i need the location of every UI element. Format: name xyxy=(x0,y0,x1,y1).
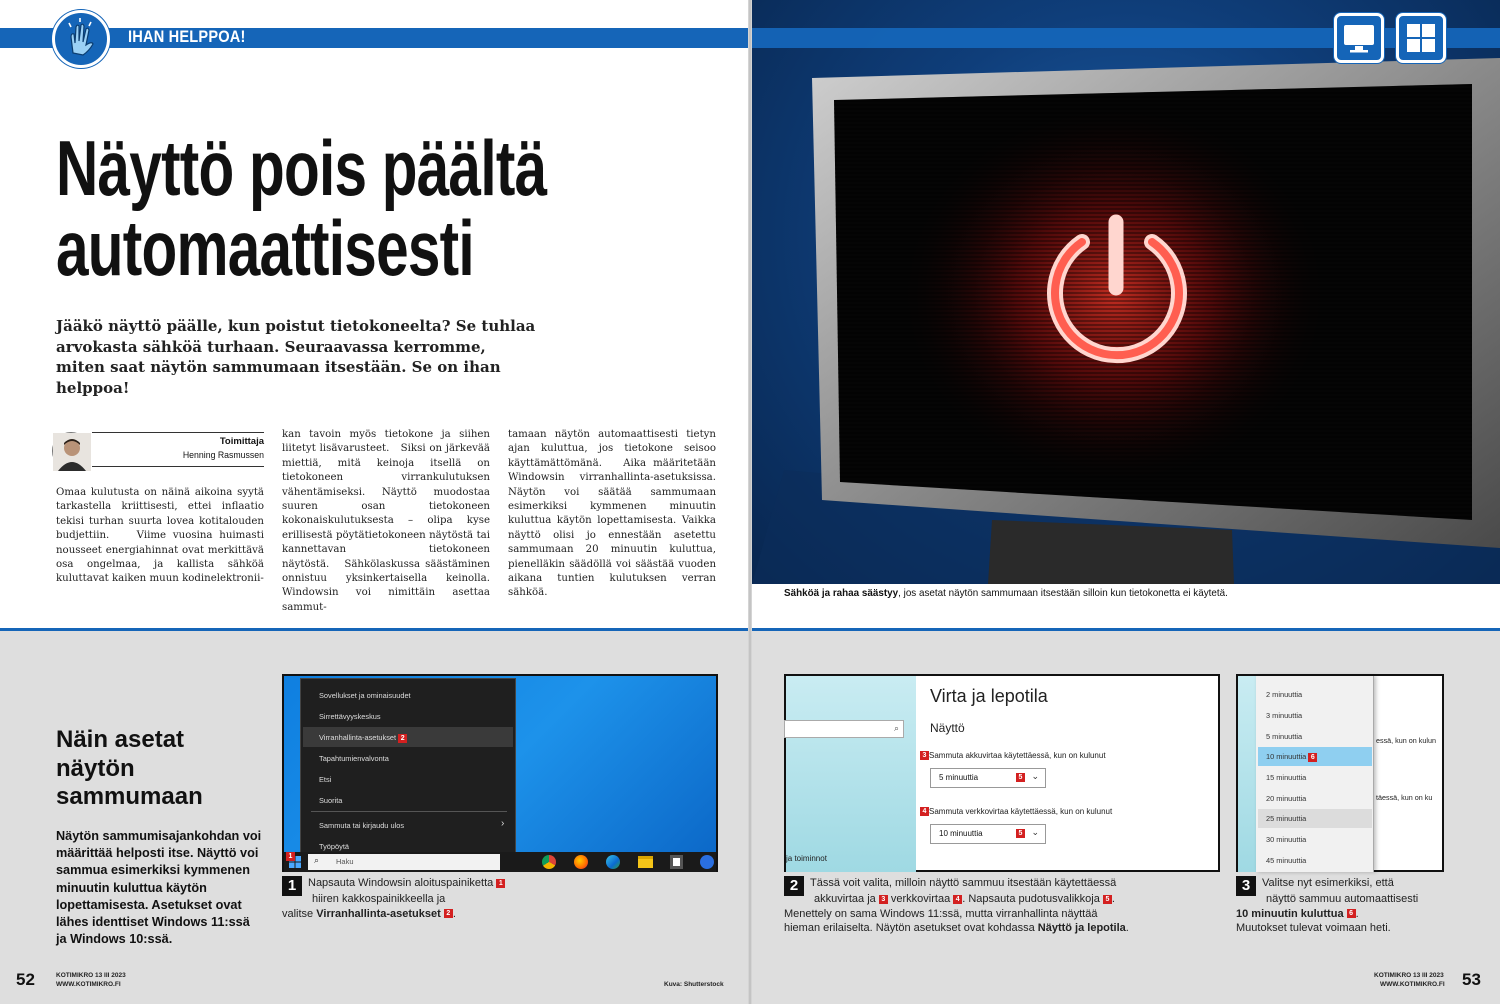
chevron-right-icon: › xyxy=(501,818,505,829)
menu-item-search[interactable]: Etsi xyxy=(319,775,332,784)
battery-dropdown[interactable]: 5 minuuttia 5 ⌄ xyxy=(930,768,1046,788)
settings-search-box[interactable] xyxy=(784,720,904,738)
badge-2: 2 xyxy=(398,734,407,743)
byline-name: Henning Rasmussen xyxy=(182,450,264,461)
plugged-dropdown[interactable]: 10 minuuttia 5 ⌄ xyxy=(930,824,1046,844)
taskbar-search[interactable] xyxy=(308,854,500,870)
menu-item-desktop[interactable]: Työpöytä xyxy=(319,842,349,851)
step2-screenshot xyxy=(784,674,1220,872)
step3-caption: 3 Valitse nyt esimerkiksi, että näyttö sammuu automaattisesti 10 minuutin kuluttua 6 . Muutokset tulevat voimaan heti. xyxy=(1236,877,1419,934)
option-20-min[interactable]: 20 minuuttia xyxy=(1266,794,1307,803)
hand-logo-icon xyxy=(52,10,110,68)
byline-rule-bottom xyxy=(92,466,264,467)
chrome-icon[interactable] xyxy=(542,855,556,869)
left-header-bar xyxy=(0,28,748,48)
search-icon: ⌕ xyxy=(893,723,899,733)
article-title-line1: Näyttö pois päältä xyxy=(56,124,547,212)
context-menu xyxy=(300,678,516,854)
option-3-min[interactable]: 3 minuuttia xyxy=(1266,711,1303,720)
step1-screenshot xyxy=(282,674,718,872)
chevron-down-icon: ⌄ xyxy=(1031,827,1039,837)
media-icon[interactable] xyxy=(700,855,714,869)
plugged-label: 4 Sammuta verkkovirtaa käytettäessä, kun on kulunut xyxy=(920,807,1112,816)
search-placeholder: Haku xyxy=(336,857,354,866)
behind-text-b: täessä, kun on ku xyxy=(1376,793,1433,802)
option-10-min[interactable]: 10 minuuttia 6 xyxy=(1266,752,1317,762)
chevron-down-icon: ⌄ xyxy=(1031,771,1039,781)
header-rubric: IHAN HELPPOA! xyxy=(128,27,246,46)
step2-caption: 2 Tässä voit valita, milloin näyttö sammuu itsestään käytettäessä akkuvirtaa ja 3 verkkovirtaa 4 . Napsauta pudotusvalikkoja 5 . Menettely on sama Windows 11:ssä, mutta virranhallinta näyttää hieman erilaiselta. Näytön asetukset ovat kohdassa Näyttö ja lepotila. xyxy=(784,877,1129,934)
taskbar xyxy=(284,852,716,872)
settings-sidebar xyxy=(786,676,916,872)
author-avatar xyxy=(52,432,90,470)
explorer-icon[interactable] xyxy=(638,856,653,868)
battery-label: 3 Sammuta akkuvirtaa käytettäessä, kun on kulunut xyxy=(920,751,1106,760)
step1-caption: 1 Napsauta Windowsin aloituspainiketta 1 hiiren kakkospainikkeella ja valitse Virranhallinta-asetukset 2 . xyxy=(282,876,522,921)
settings-section: Näyttö xyxy=(930,721,965,735)
windows-logo-icon xyxy=(1396,13,1446,63)
menu-item-power-options[interactable]: Virranhallinta-asetukset 2 xyxy=(319,733,407,743)
store-icon[interactable] xyxy=(670,855,683,869)
byline-rule-top xyxy=(92,432,264,433)
menu-item-shutdown[interactable]: Sammuta tai kirjaudu ulos xyxy=(319,821,405,830)
edge-icon[interactable] xyxy=(606,855,620,869)
menu-item-run[interactable]: Suorita xyxy=(319,796,343,805)
step3-screenshot xyxy=(1236,674,1444,872)
howto-intro: Näytön sammumisajankohdan voi määrittää helposti itse. Näyttö voi sammua esimerkiksi kymmenen minuutin kuluttua käytön lopettamisesta. Asetukset ovat lähes identtiset Windows 11:ssä ja Windows 10:ssä. xyxy=(56,829,262,947)
option-15-min[interactable]: 15 minuuttia xyxy=(1266,773,1307,782)
menu-item-apps[interactable]: Sovellukset ja ominaisuudet xyxy=(319,691,411,700)
body-column-3: tamaan näytön automaattisesti tietyn ajan kuluttua, jos tietokone seisoo käyttämättömänä. Aika määritetään Windowsin virranhallinta-asetuksissa. Näytön voi säätää sammumaan esimerkiksi kymmenen minuutin kuluttua käytön lopettamisesta. Vaikka näyttö olisi jo ennestään asetettu sammumaan 20 minuutin kuluttua, pienelläkin säädöllä voi säästää vuoden aikana tuntien kulutuksen verran sähköä. xyxy=(508,429,716,599)
sidebar-text: ja toiminnot xyxy=(786,854,827,863)
badge-1: 1 xyxy=(286,852,295,861)
step3-number: 3 xyxy=(1236,876,1256,896)
search-icon: ⌕ xyxy=(314,855,320,865)
footer-mag-left: KOTIMIKRO 13 III 2023 xyxy=(56,972,126,979)
article-lead: Jääkö näyttö päälle, kun poistut tietokoneelta? Se tuhlaa arvokasta sähköä turhaan. Seuraavassa kerromme, miten saat näytön sammumaan itsestään. Se on ihan helppoa! xyxy=(56,317,536,397)
option-45-min[interactable]: 45 minuuttia xyxy=(1266,856,1307,865)
settings-title: Virta ja lepotila xyxy=(930,686,1048,706)
option-5-min[interactable]: 5 minuuttia xyxy=(1266,732,1303,741)
footer-url-left: WWW.KOTIMIKRO.FI xyxy=(56,981,121,988)
photo-credit: Kuva: Shutterstock xyxy=(664,981,724,988)
page-number-right: 53 xyxy=(1462,970,1481,989)
right-header-bar xyxy=(752,28,1500,48)
step1-number: 1 xyxy=(282,876,302,896)
option-25-min[interactable]: 25 minuuttia xyxy=(1266,814,1307,823)
step3-left-strip xyxy=(1238,676,1256,872)
byline-role: Toimittaja xyxy=(219,436,264,447)
step2-number: 2 xyxy=(784,876,804,896)
option-2-min[interactable]: 2 minuuttia xyxy=(1266,690,1303,699)
menu-divider xyxy=(311,811,507,812)
footer-mag-right: KOTIMIKRO 13 III 2023 xyxy=(1374,972,1444,979)
firefox-icon[interactable] xyxy=(574,855,588,869)
body-column-2: kan tavoin myös tietokone ja siihen liitetyt lisävarusteet. Siksi on järkevää miettiä, mitä keinoja itsellä on tietokoneen virrankulutuksen vähentämiseksi. Näyttö muodostaa suuren osan tietokoneen kokonaiskulutuksesta – olipa kyse erillisestä pöytätietokoneen näytöstä tai kannettavan tietokoneen näytöstä. Sähkölaskussa säästäminen onnistuu yksinkertaisella keinolla. Windowsin voi nimittäin asettaa sammut- xyxy=(282,429,490,613)
photo-caption: Sähköä ja rahaa säästyy, jos asetat näytön sammumaan itsestään silloin kun tietokonetta ei käytetä. xyxy=(784,587,1228,599)
option-30-min[interactable]: 30 minuuttia xyxy=(1266,835,1307,844)
page-number-left: 52 xyxy=(16,970,35,989)
menu-item-event-viewer[interactable]: Tapahtumienvalvonta xyxy=(319,754,389,763)
howto-heading: Näin asetat näytön sammumaan xyxy=(56,726,203,810)
body-column-1: Omaa kulutusta on näinä aikoina syytä tarkastella kriittisesti, ettei inflaatio tekisi turhan suurta lovea kotitalouden budjettiin. Viime vuosina huimasti nousseet energiahinnat ovat merkittävä osa ongelmaa, ja kallista sähköä kuluttavat kaiken muun kodinelektronii- xyxy=(56,487,264,585)
behind-text-a: essä, kun on kulun xyxy=(1376,736,1436,745)
footer-url-right: WWW.KOTIMIKRO.FI xyxy=(1380,981,1445,988)
monitor-icon xyxy=(1334,13,1384,63)
menu-item-accessibility[interactable]: Sirrettävyyskeskus xyxy=(319,712,381,721)
article-title-line2: automaattisesti xyxy=(56,204,474,292)
hero-photo xyxy=(752,0,1500,584)
